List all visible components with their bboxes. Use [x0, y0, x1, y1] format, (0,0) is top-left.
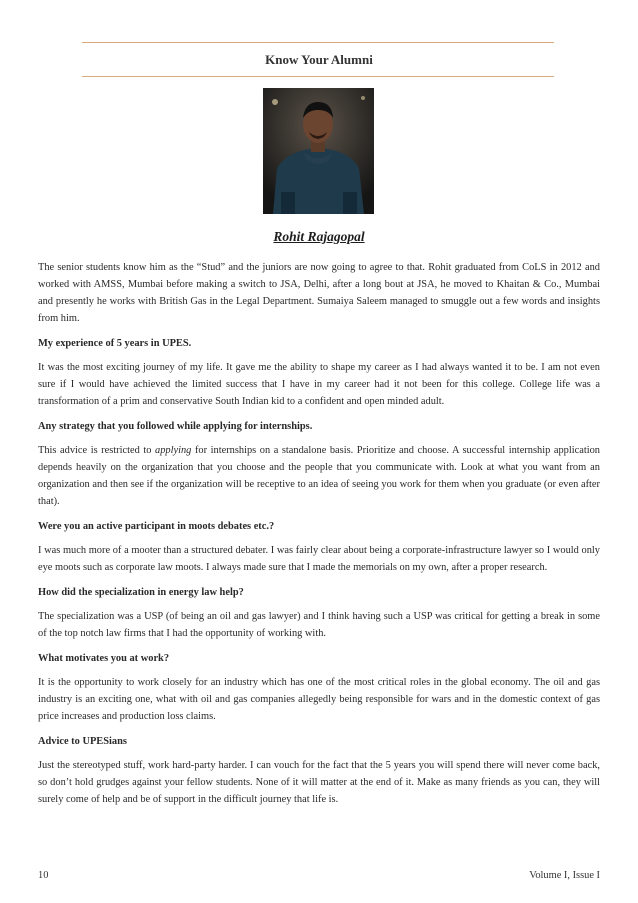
- question-4: How did the specialization in energy law help?: [38, 587, 244, 598]
- question-2: Any strategy that you followed while applying for internships.: [38, 421, 313, 432]
- question-3: Were you an active participant in moots debates etc.?: [38, 521, 275, 532]
- page-footer: [38, 870, 600, 881]
- answer-2-start: This advice is restricted to: [38, 445, 156, 456]
- answer-2-end: for internships on a standalone basis. Prioritize and choose. A successful internship application depends heavily on the organization that you choose and the people that you communicate with. Look at what you want from an organization and then see if the organization will be receptive to an idea of seeing you work for them when you graduate (or even after that).: [38, 445, 600, 507]
- answer-1: It was the most exciting journey of my life. It gave me the ability to shape my career as I had always wanted it to be. I am not even sure if I would have achieved the limited success that I have in my career had it not been for this college. College life was a transformation of a prim and conservative South Indian kid to a confident and open minded adult.: [38, 362, 600, 407]
- article-body: [38, 259, 600, 816]
- intro-paragraph: The senior students know him as the “Stud” and the juniors are now going to agree to that. Rohit graduated from CoLS in 2012 and worked with AMSS, Mumbai before making a switch to JSA, Delhi, after a long bout at JSA, he moved to Khaitan & Co., Mumbai and presently he works with British Gas in the Legal Department. Sumaiya Saleem managed to smuggle out a few words and insights from him.: [38, 262, 600, 324]
- question-6: Advice to UPESians: [38, 736, 127, 747]
- page-number: 10: [38, 870, 49, 881]
- question-1: My experience of 5 years in UPES.: [38, 338, 192, 349]
- alumni-photo: [263, 88, 374, 214]
- answer-4: The specialization was a USP (of being an oil and gas lawyer) and I think having such a USP was critical for getting a break in some of the top notch law firms that I had the opportunity of working with.: [38, 611, 600, 639]
- answer-6: Just the stereotyped stuff, work hard-party harder. I can vouch for the fact that the 5 years you will spend there will never come back, so don’t hold grudges against your fellow students. None of it will matter at the end of it. Make as many friends as you can, they will surely come of help and be of support in the difficult journey that life is.: [38, 760, 600, 805]
- answer-5: It is the opportunity to work closely for an industry which has one of the most critical roles in the global economy. The oil and gas industry is an exciting one, what with oil and gas companies allegedly being responsible for wars and in the domestic context of gas price increases and production loss claims.: [38, 677, 600, 722]
- portrait-image: [263, 88, 374, 214]
- page-title: Know Your Alumni: [265, 52, 373, 67]
- header-top-rule: [82, 42, 554, 43]
- answer-2: [38, 442, 600, 510]
- question-5: What motivates you at work?: [38, 653, 170, 664]
- header-bottom-rule: [82, 76, 554, 77]
- alumni-name: Rohit Rajagopal: [273, 229, 365, 244]
- answer-2-emphasis: applying: [155, 445, 192, 456]
- answer-3: I was much more of a mooter than a structured debater. I was fairly clear about being a corporate-infrastructure lawyer so I would only eye moots such as corporate law moots. I always made sure that I made the memorials on my own, after a proper research.: [38, 545, 600, 573]
- issue-label: Volume I, Issue I: [529, 870, 600, 881]
